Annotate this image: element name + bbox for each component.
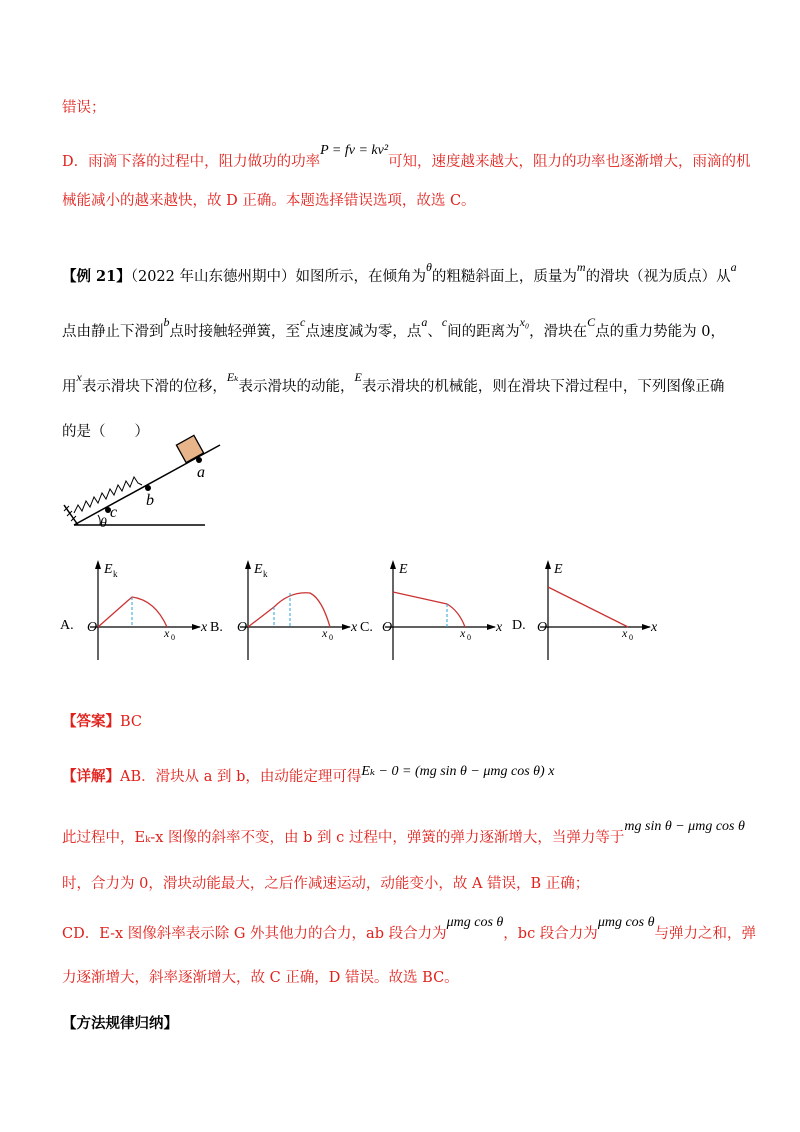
text: 表示滑块下滑的位移， (81, 379, 227, 395)
example-tag: 【例 21】 (62, 268, 131, 285)
origin-label: O (382, 620, 393, 635)
curve (548, 587, 628, 627)
label-b: b (146, 492, 154, 509)
detail-line-5: 力逐渐增大，斜率逐渐增大，故 C 正确，D 错误。故选 BC。 (62, 970, 459, 986)
friction-formula-2: μmg cos θ (597, 915, 655, 930)
answer-tag: 【答案】 (62, 713, 120, 730)
option-d-text-2: 可知，速度越来越大，阻力的功率也逐渐增大，雨滴的机 (388, 154, 751, 170)
option-d-text: D．雨滴下落的过程中，阻力做功的功率 (62, 154, 321, 170)
y-axis-label: E (554, 562, 563, 577)
text: AB．滑块从 a 到 b，由动能定理可得 (120, 769, 362, 785)
x0-sub: 0 (329, 633, 333, 642)
example-line-4: 的是（ ） (62, 424, 149, 440)
example-line-2 (62, 315, 726, 341)
force-formula: mg sin θ − μmg cos θ (624, 819, 745, 834)
text: 间的距离为 (447, 324, 520, 340)
x0-label: x (322, 626, 328, 640)
x-axis-label: x (651, 620, 658, 635)
x-axis-label: x (201, 620, 208, 635)
text: 的粗糙斜面上，质量为 (431, 269, 577, 285)
energy-theorem-formula: Eₖ − 0 = (mg sin θ − μmg cos θ) x (361, 764, 555, 779)
option-a-graph (60, 555, 230, 665)
x0-label: x (164, 626, 170, 640)
text: 如图所示，在倾角为 (295, 269, 426, 285)
text: 点时接触轻弹簧，至 (169, 324, 300, 340)
y-axis-sub: k (263, 569, 268, 579)
power-formula: P = fv = kv² (320, 143, 389, 158)
e-symbol: E (354, 370, 362, 384)
m-symbol: m (576, 260, 586, 274)
x0-symbol: x₀ (519, 315, 530, 329)
friction-formula: μmg cos θ (446, 915, 504, 930)
detail-line-1 (62, 765, 554, 786)
answer-value: BC (120, 714, 143, 730)
text: 的滑块（视为质点）从 (585, 269, 731, 285)
point-a (196, 457, 202, 463)
origin-label: O (237, 620, 248, 635)
example-line-1 (62, 260, 737, 286)
x0-label: x (460, 626, 466, 640)
option-b-label: B. (210, 620, 223, 635)
x0-label: x (622, 626, 628, 640)
option-d-explanation-line2: 械能减小的越来越快，故 D 正确。本题选择错误选项，故选 C。 (62, 193, 476, 209)
a-symbol: a (730, 260, 737, 274)
prev-answer-line: 错误； (62, 100, 106, 116)
x0-sub: 0 (467, 633, 471, 642)
label-theta: θ (100, 516, 107, 531)
text: 点的重力势能为 0， (595, 324, 726, 340)
theta-symbol: θ (426, 260, 432, 274)
option-d-explanation (62, 143, 751, 171)
b-symbol: b (163, 315, 170, 329)
text: 此过程中，Eₖ-x 图像的斜率不变，由 b 到 c 过程中，弹簧的弹力逐渐增大，当弹力等于 (62, 830, 625, 846)
c-symbol: c (300, 315, 306, 329)
y-axis-label: E (399, 562, 408, 577)
incline-line (74, 445, 220, 525)
option-a-label: A. (60, 618, 74, 633)
option-c-graph (355, 555, 525, 665)
method-title: 【方法规律归纳】 (62, 1015, 178, 1032)
curve (393, 592, 465, 627)
text: ，滑块在 (529, 324, 588, 340)
text: 点速度减为零，点 (305, 324, 422, 340)
text: 点由静止下滑到 (62, 324, 164, 340)
x0-sub: 0 (171, 633, 175, 642)
ek-symbol: Eₖ (226, 370, 239, 384)
text: 表示滑块的机械能，则在滑块下滑过程中，下列图像正确 (361, 379, 725, 395)
x0-sub: 0 (629, 633, 633, 642)
text: 用 (62, 379, 77, 395)
y-axis-sub: k (113, 569, 118, 579)
option-d-graph (510, 555, 680, 665)
curve (248, 593, 330, 627)
y-axis-label: E (254, 562, 263, 577)
text: CD．E-x 图像斜率表示除 G 外其他力的合力，ab 段合力为 (62, 926, 447, 942)
text: ，bc 段合力为 (503, 926, 598, 942)
c-symbol: c (441, 315, 448, 329)
answer-line (62, 710, 142, 731)
text: 、 (427, 324, 442, 340)
label-a: a (197, 464, 205, 481)
point-b (145, 485, 151, 491)
label-c: c (110, 504, 118, 521)
detail-line-4 (62, 915, 756, 943)
example-source: （2022 年山东德州期中） (130, 269, 296, 285)
a-symbol: a (421, 315, 428, 329)
option-c-label: C. (360, 620, 373, 635)
incline-diagram (60, 425, 230, 537)
wall (64, 505, 78, 525)
option-d-label: D. (512, 618, 526, 633)
text: 表示滑块的动能， (238, 379, 355, 395)
detail-tag: 【详解】 (62, 768, 120, 785)
x-axis-label: x (496, 620, 503, 635)
x-axis-label: x (351, 620, 358, 635)
detail-line-3: 时，合力为 0，滑块动能最大，之后作减速运动，动能变小，故 A 错误，B 正确； (62, 876, 590, 892)
text: 与弹力之和，弹 (654, 926, 756, 942)
x-symbol: x (76, 370, 82, 384)
origin-label: O (537, 620, 548, 635)
detail-line-2 (62, 819, 745, 847)
example-line-3 (62, 370, 725, 396)
origin-label: O (87, 620, 98, 635)
y-axis-label: E (104, 562, 113, 577)
C-symbol: C (587, 315, 596, 329)
